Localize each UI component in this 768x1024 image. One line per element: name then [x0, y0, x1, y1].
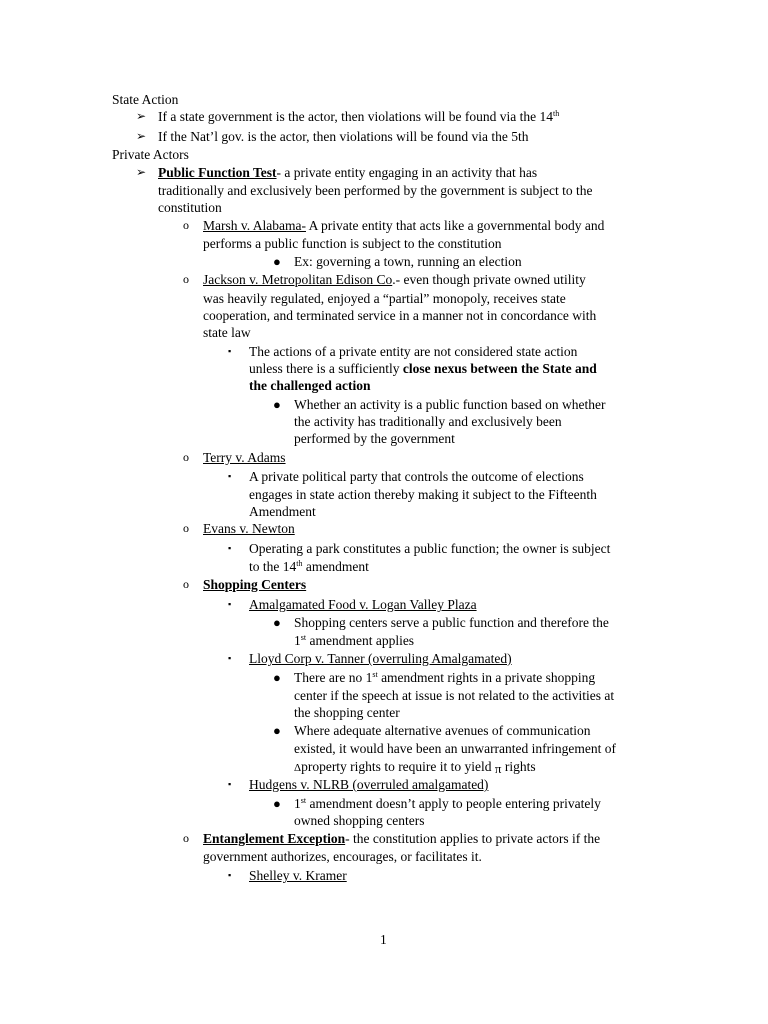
- entanglement-line-2: government authorizes, encourages, or facilitates it.: [203, 849, 482, 864]
- jackson-sub1-line-2: unless there is a sufficiently close nexus between the State and: [249, 361, 597, 376]
- case-name-hudgens: Hudgens v. NLRB (overruled amalgamated): [249, 777, 489, 792]
- amalgamated-line-1: Shopping centers serve a public function and therefore the: [294, 615, 609, 630]
- lloyd-b1-line-1: There are no 1st amendment rights in a private shopping: [294, 670, 596, 685]
- delta-symbol-icon: Δ: [294, 762, 302, 774]
- case-name-evans: Evans v. Newton: [203, 521, 295, 536]
- lloyd-b1-line-3: the shopping center: [294, 705, 400, 720]
- hudgens-line-2: owned shopping centers: [294, 813, 425, 828]
- square-bullet-icon: ▪: [228, 599, 232, 609]
- case-name-jackson: Jackson v. Metropolitan Edison Co: [203, 272, 393, 287]
- lloyd-b1-line-2: center if the speech at issue is not related to the activities at: [294, 688, 615, 703]
- arrow-bullet-icon: ➢: [136, 129, 147, 143]
- case-name-shelley: Shelley v. Kramer: [249, 868, 347, 883]
- amalgamated-line-2: 1st amendment applies: [294, 633, 415, 648]
- square-bullet-icon: ▪: [228, 346, 232, 356]
- circle-bullet-icon: o: [183, 450, 189, 464]
- entanglement-line-1: Entanglement Exception- the constitution applies to private actors if the: [203, 831, 601, 846]
- jackson-line-2: was heavily regulated, enjoyed a “partial” monopoly, receives state: [203, 291, 566, 306]
- square-bullet-icon: ▪: [228, 779, 232, 789]
- marsh-line-2: performs a public function is subject to the constitution: [203, 236, 502, 251]
- hudgens-line-1: 1st amendment doesn’t apply to people entering privately: [294, 796, 601, 811]
- terry-line-1: A private political party that controls the outcome of elections: [249, 469, 584, 484]
- jackson-sub1-line-1: The actions of a private entity are not considered state action: [249, 344, 578, 359]
- lloyd-b2-line-2: existed, it would have been an unwarranted infringement of: [294, 741, 617, 756]
- round-bullet-icon: ●: [273, 397, 281, 412]
- jackson-sub1-line-3: the challenged action: [249, 378, 371, 393]
- public-function-test-label: Public Function Test: [158, 165, 277, 180]
- marsh-line-1: Marsh v. Alabama- A private entity that acts like a governmental body and: [203, 218, 605, 233]
- terry-line-3: Amendment: [249, 504, 316, 519]
- public-function-test-line-1: Public Function Test- a private entity engaging in an activity that has: [158, 165, 538, 180]
- round-bullet-icon: ●: [273, 615, 281, 630]
- evans-line-2: to the 14th amendment: [249, 559, 369, 574]
- jackson-sub2-line-3: performed by the government: [294, 431, 455, 446]
- jackson-sub2-line-1: Whether an activity is a public function based on whether: [294, 397, 606, 412]
- jackson-sub2-line-2: the activity has traditionally and exclusively been: [294, 414, 562, 429]
- jackson-line-4: state law: [203, 325, 251, 340]
- pi-symbol-icon: π: [494, 761, 502, 776]
- round-bullet-icon: ●: [273, 723, 281, 738]
- heading-private-actors: Private Actors: [112, 147, 189, 162]
- entanglement-exception-label: Entanglement Exception: [203, 831, 346, 846]
- case-name-amalgamated: Amalgamated Food v. Logan Valley Plaza: [249, 597, 477, 612]
- arrow-bullet-icon: ➢: [136, 165, 147, 179]
- circle-bullet-icon: o: [183, 831, 189, 845]
- case-name-terry: Terry v. Adams: [203, 450, 286, 465]
- arrow-bullet-icon: ➢: [136, 109, 147, 123]
- square-bullet-icon: ▪: [228, 543, 232, 553]
- round-bullet-icon: ●: [273, 796, 281, 811]
- jackson-line-1: Jackson v. Metropolitan Edison Co.- even though private owned utility: [203, 272, 586, 287]
- round-bullet-icon: ●: [273, 670, 281, 685]
- shopping-centers-heading: Shopping Centers: [203, 577, 307, 592]
- public-function-test-line-2: traditionally and exclusively been performed by the government is subject to the: [158, 183, 593, 198]
- terry-line-2: engages in state action thereby making it subject to the Fifteenth: [249, 487, 597, 502]
- circle-bullet-icon: o: [183, 272, 189, 286]
- circle-bullet-icon: o: [183, 521, 189, 535]
- lloyd-b2-line-1: Where adequate alternative avenues of communication: [294, 723, 591, 738]
- state-action-item-2: If the Nat’l gov. is the actor, then violations will be found via the 5th: [158, 129, 529, 144]
- state-action-item-1: If a state government is the actor, then violations will be found via the 14th: [158, 109, 560, 124]
- square-bullet-icon: ▪: [228, 471, 232, 481]
- evans-line-1: Operating a park constitutes a public function; the owner is subject: [249, 541, 611, 556]
- public-function-test-line-3: constitution: [158, 200, 222, 215]
- page-number: 1: [380, 932, 387, 947]
- case-name-lloyd: Lloyd Corp v. Tanner (overruling Amalgamated): [249, 651, 512, 666]
- marsh-example: Ex: governing a town, running an election: [294, 254, 522, 269]
- circle-bullet-icon: o: [183, 218, 189, 232]
- jackson-line-3: cooperation, and terminated service in a manner not in concordance with: [203, 308, 597, 323]
- square-bullet-icon: ▪: [228, 870, 232, 880]
- square-bullet-icon: ▪: [228, 653, 232, 663]
- lloyd-b2-line-3: Δproperty rights to require it to yield π rights: [294, 759, 536, 776]
- case-name-marsh: Marsh v. Alabama-: [203, 218, 306, 233]
- round-bullet-icon: ●: [273, 254, 281, 269]
- circle-bullet-icon: o: [183, 577, 189, 591]
- heading-state-action: State Action: [112, 92, 179, 107]
